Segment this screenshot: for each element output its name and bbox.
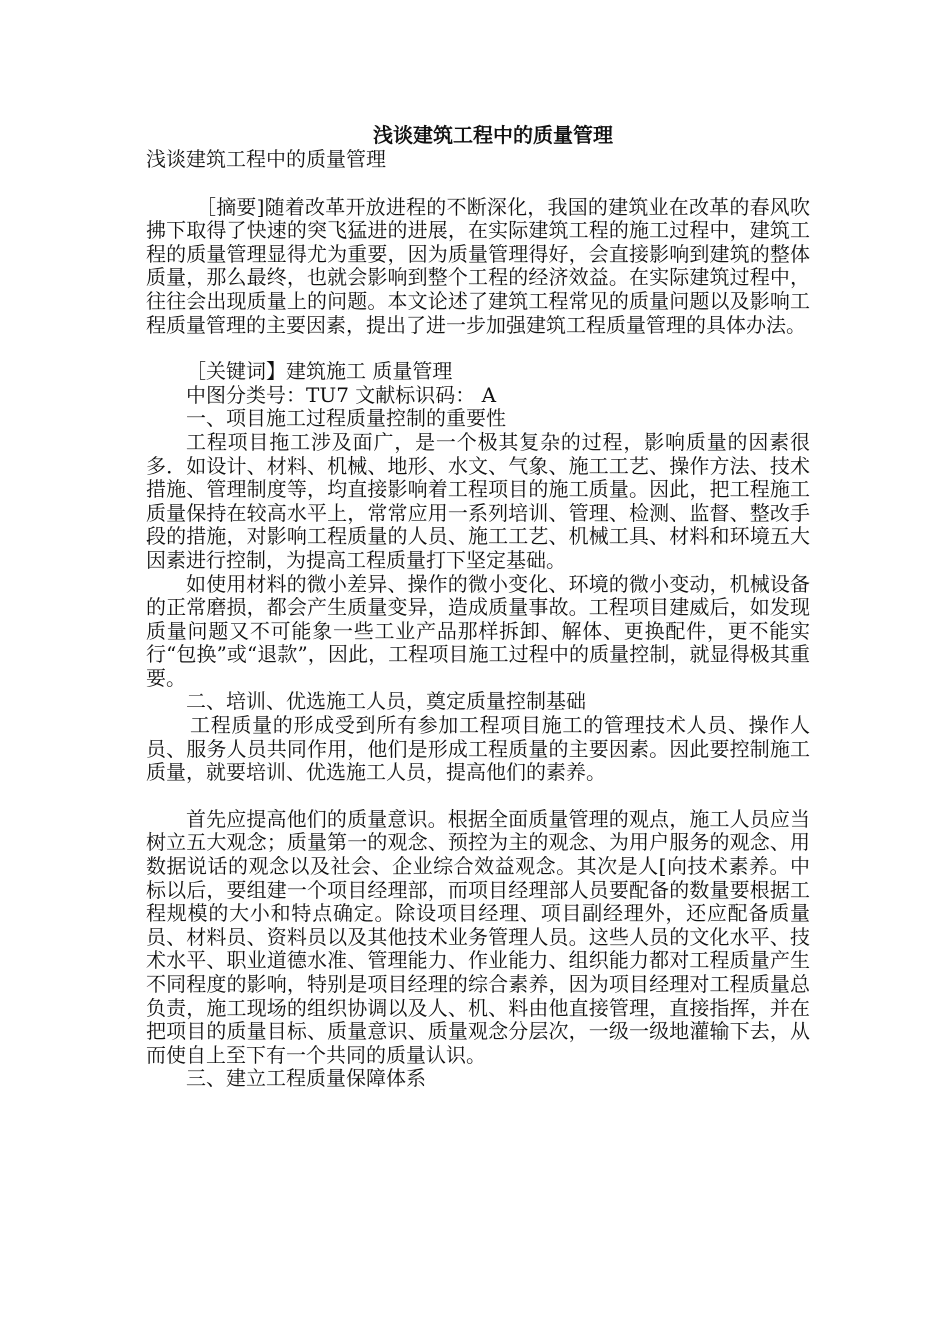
section-heading-2: 二、培训、优选施工人员，奠定质量控制基础 bbox=[186, 689, 586, 714]
abstract-paragraph: ［摘要]随着改革开放进程的不断深化，我国的建筑业在改革的春风吹拂下取得了快速的突飞猛进的进展，在实际建筑工程的施工过程中，建筑工程的质量管理显得尤为重要，因为质量管理得好，会直接影响到建筑的整体质量，那么最终，也就会影响到整个工程的经济效益。在实际建筑过程中，往往会出现质量上的问题。本文论述了建筑工程常见的质量问题以及影响工程质量管理的主要因素，提出了进一步加强建筑工程质量管理的具体办法。 bbox=[146, 194, 810, 337]
section2-paragraph-2: 首先应提高他们的质量意识。根据全面质量管理的观点，施工人员应当树立五大观念；质量第一的观念、预控为主的观念、为用户服务的观念、用数据说话的观念以及社会、企业综合效益观念。其次是人[向技术素养。中标以后，要组建一个项目经理部，而项目经理部人员要配备的数量要根据工程规模的大小和特点确定。除设项目经理、项目副经理外，还应配备质量员、材料员、资料员以及其他技术业务管理人员。这些人员的文化水平、技术水平、职业道德水准、管理能力、作业能力、组织能力都对工程质量产生不同程度的影响，特别是项目经理的综合素养，因为项目经理对工程质量总负责，施工现场的组织协调以及人、机、料由他直接管理，直接指挥，并在把项目的质量目标、质量意识、质量观念分层次，一级一级地灌输下去，从而使自上至下有一个共同的质量认识。 bbox=[146, 806, 810, 1067]
classification-line: 中图分类号：TU7 文献标识码： A bbox=[186, 382, 497, 407]
section1-paragraph-1: 工程项目拖工涉及面广，是一个极其复杂的过程，影响质量的因素很多．如设计、材料、机械、地形、水文、气象、施工工艺、操作方法、技术措施、管理制度等，均直接影响着工程项目的施工质量。因此，把工程施工质量保持在较高水平上，常常应用一系列培训、管理、检测、监督、整改手段的措施，对影响工程质量的人员、施工工艺、机械工具、材料和环境五大因素进行控制，为提高工程质量打下坚定基础。 bbox=[146, 429, 810, 572]
document-subtitle: 浅谈建筑工程中的质量管理 bbox=[146, 147, 386, 171]
section1-paragraph-2: 如使用材料的微小差异、操作的微小变化、环境的微小变动，机械设备的正常磨损，都会产生质量变异，造成质量事故。工程项目建威后，如发现质量问题又不可能象一些工业产品那样拆卸、解体、更换配件，更不能实行“包换”或“退款”，因此，工程项目施工过程中的质量控制，就显得极其重要。 bbox=[146, 571, 810, 690]
section2-paragraph-1: 工程质量的形成受到所有参加工程项目施工的管理技术人员、操作人员、服务人员共同作用，他们是形成工程质量的主要因素。因此要控制施工质量，就要培训、优选施工人员，提高他们的素养。 bbox=[146, 713, 810, 785]
keywords-line: ［关键词】建筑施工 质量管理 bbox=[186, 359, 453, 384]
document-title: 浅谈建筑工程中的质量管理 bbox=[373, 123, 613, 147]
section-heading-3: 三、建立工程质量保障体系 bbox=[186, 1066, 426, 1091]
section-heading-1: 一、项目施工过程质量控制的重要性 bbox=[186, 406, 506, 431]
document-page bbox=[146, 122, 810, 1091]
